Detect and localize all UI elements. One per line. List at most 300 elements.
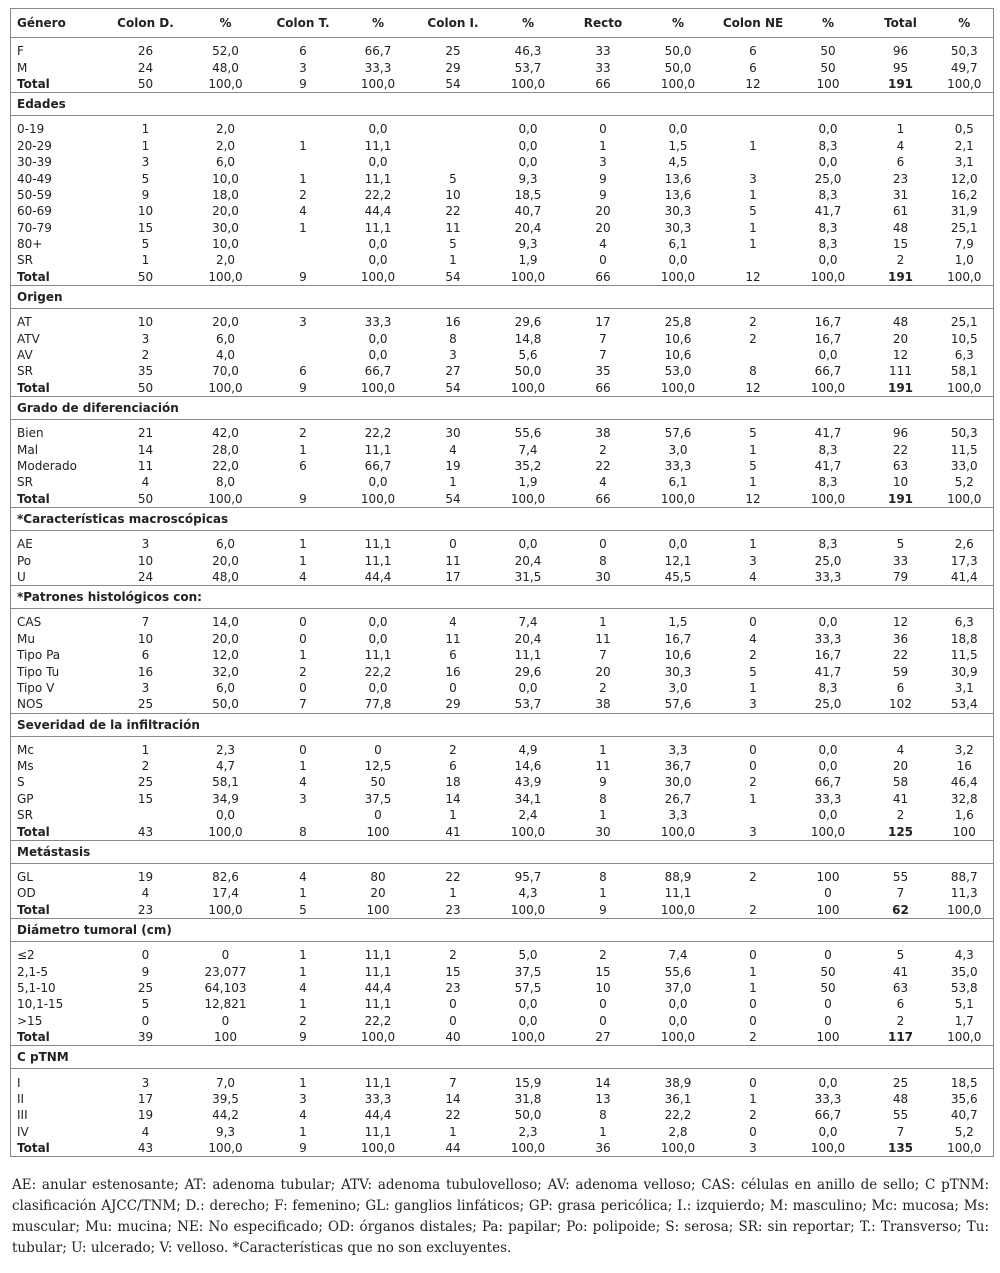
table-cell: 15: [595, 964, 611, 979]
table-cell: 0: [449, 997, 457, 1012]
table-cell: 1: [299, 442, 307, 457]
table-cell: 30: [595, 824, 611, 839]
row-label: 0-19: [17, 122, 45, 137]
table-cell: 0,0: [818, 808, 838, 823]
row-label: Total: [17, 1030, 50, 1045]
table-cell: 38: [595, 697, 611, 712]
table-cell: 33,3: [814, 569, 842, 584]
table-cell: 0,0: [518, 537, 538, 552]
table-cell: 36,7: [664, 759, 692, 774]
table-cell: 3: [141, 331, 150, 346]
table-row: [11, 1013, 994, 1029]
table-cell: 0: [299, 680, 307, 695]
table-cell: 1: [299, 1075, 307, 1090]
total-row: [11, 76, 994, 93]
table-cell: 2,3: [215, 742, 236, 757]
table-cell: 5: [141, 237, 150, 252]
table-cell: 100,0: [660, 491, 696, 506]
column-header: %: [791, 9, 866, 38]
table-cell: 0: [749, 1124, 757, 1139]
table-cell: 100,0: [510, 902, 546, 917]
table-cell: 1: [449, 886, 457, 901]
table-cell: [266, 347, 341, 363]
table-cell: 41,7: [814, 664, 842, 679]
table-cell: 6: [449, 759, 457, 774]
table-cell: 53,7: [514, 60, 542, 75]
table-cell: 10,5: [950, 331, 978, 346]
table-cell: 12: [745, 380, 761, 395]
table-cell: 3: [141, 1075, 150, 1090]
table-cell: 30,3: [664, 204, 692, 219]
table-cell: 5: [299, 902, 307, 917]
table-cell: 4: [299, 569, 307, 584]
row-label: 50-59: [17, 187, 52, 202]
table-cell: 0: [599, 537, 607, 552]
table-cell: 26: [137, 44, 154, 59]
table-cell: 0,0: [818, 1124, 838, 1139]
row-label: M: [17, 60, 28, 75]
table-cell: 0,0: [668, 537, 688, 552]
table-cell: 11,5: [950, 442, 978, 457]
table-cell: 2: [449, 742, 457, 757]
table-cell: 30: [595, 569, 611, 584]
table-cell: 100: [816, 76, 840, 91]
table-cell: 4,9: [518, 742, 538, 757]
table-cell: 8: [299, 824, 307, 839]
table-row: [11, 696, 994, 713]
table-cell: 1: [599, 615, 607, 630]
table-cell: [716, 807, 791, 823]
table-row: [11, 363, 994, 379]
table-row: [11, 252, 994, 268]
table-cell: 19: [137, 1108, 154, 1123]
table-cell: 3,0: [668, 680, 688, 695]
table-cell: 0,0: [818, 155, 838, 170]
row-label: Total: [17, 491, 50, 506]
table-cell: 7: [141, 615, 150, 630]
table-cell: 10: [137, 631, 154, 646]
table-cell: 100: [366, 824, 390, 839]
table-cell: 10,0: [212, 171, 239, 186]
table-cell: 100,0: [360, 1141, 396, 1156]
table-cell: 0: [374, 808, 382, 823]
row-label: SR: [17, 364, 33, 379]
table-cell: 4,3: [518, 886, 538, 901]
table-cell: 13,6: [664, 187, 692, 202]
table-cell: 8,3: [818, 187, 838, 202]
table-cell: 79: [892, 569, 909, 584]
table-cell: 10,6: [664, 348, 692, 363]
table-cell: 27: [445, 364, 461, 379]
table-cell: 44,4: [364, 1108, 392, 1123]
table-cell: 4: [896, 742, 905, 757]
table-cell: 8,3: [818, 680, 838, 695]
table-cell: 191: [887, 380, 914, 395]
row-label: Total: [17, 1141, 50, 1156]
table-cell: 32,0: [212, 664, 239, 679]
table-row: [11, 807, 994, 823]
table-row: [11, 1107, 994, 1123]
table-cell: 50,3: [950, 44, 978, 59]
table-cell: 48: [892, 315, 909, 330]
total-row: [11, 1029, 994, 1046]
table-cell: 0,0: [518, 138, 538, 153]
table-cell: 0,0: [668, 122, 688, 137]
table-cell: 191: [887, 491, 914, 506]
table-cell: 11,1: [364, 1124, 392, 1139]
table-cell: 5: [449, 237, 457, 252]
table-cell: 0: [749, 759, 757, 774]
table-row: [11, 663, 994, 679]
table-cell: 0: [141, 1013, 150, 1028]
table-row: [11, 1124, 994, 1140]
table-cell: 20: [595, 664, 611, 679]
table-cell: 6: [749, 44, 757, 59]
table-cell: 5: [449, 171, 457, 186]
table-cell: 50,0: [664, 44, 692, 59]
table-row: [11, 569, 994, 586]
table-cell: 1: [599, 138, 607, 153]
table-cell: 7,4: [668, 948, 688, 963]
row-label: Ms: [17, 759, 34, 774]
table-cell: 0,0: [368, 237, 388, 252]
row-label: 40-49: [17, 171, 52, 186]
table-cell: 12: [745, 269, 761, 284]
table-cell: 5: [896, 537, 905, 552]
table-cell: 4,3: [954, 948, 974, 963]
column-header: Recto: [566, 9, 641, 38]
table-cell: 100,0: [510, 269, 546, 284]
table-cell: 0: [749, 742, 757, 757]
table-cell: 3: [299, 315, 307, 330]
table-cell: 100,0: [360, 269, 396, 284]
table-header: [11, 9, 994, 38]
table-cell: 33,3: [364, 60, 392, 75]
table-cell: 14: [445, 791, 461, 806]
table-cell: 2: [299, 1013, 307, 1028]
table-cell: 3: [749, 553, 757, 568]
table-cell: 2: [896, 253, 905, 268]
table-row: [11, 963, 994, 979]
table-cell: 50,0: [212, 697, 239, 712]
table-cell: 61: [892, 204, 909, 219]
row-label: 30-39: [17, 155, 52, 170]
table-cell: 1: [299, 171, 307, 186]
table-cell: 6: [299, 459, 307, 473]
table-cell: 77,8: [364, 697, 392, 712]
row-label: I: [17, 1075, 21, 1090]
page: [10, 8, 993, 1259]
table-cell: 16,7: [814, 315, 842, 330]
table-cell: 5: [141, 997, 150, 1012]
table-cell: 33,3: [814, 791, 842, 806]
table-cell: 100,0: [660, 76, 696, 91]
section-title: Severidad de la infiltración: [11, 713, 994, 736]
table-cell: 2: [299, 426, 307, 441]
table-cell: 54: [445, 76, 461, 91]
table-cell: 15: [137, 791, 154, 806]
table-cell: 2: [749, 870, 757, 885]
table-cell: 32,8: [950, 791, 978, 806]
table-cell: 100,0: [360, 1030, 396, 1045]
table-cell: 1,7: [954, 1013, 974, 1028]
table-cell: 22: [445, 870, 461, 885]
header-row: [11, 9, 994, 38]
table-cell: 0: [221, 948, 230, 963]
table-cell: 8,3: [818, 220, 838, 235]
table-cell: 34,1: [514, 791, 542, 806]
table-cell: 41,7: [814, 204, 842, 219]
table-row: [11, 138, 994, 154]
table-cell: 0,0: [668, 253, 688, 268]
table-cell: 96: [892, 44, 909, 59]
table-cell: 1: [749, 680, 757, 695]
table-cell: 10,0: [212, 237, 239, 252]
table-cell: 57,6: [664, 426, 692, 441]
table-cell: 1,5: [668, 615, 688, 630]
table-cell: 9,3: [518, 171, 538, 186]
table-cell: [416, 154, 491, 170]
table-cell: 1: [299, 648, 307, 663]
table-cell: 12: [745, 76, 761, 91]
table-body: [11, 38, 994, 1157]
section-title: *Características macroscópicas: [11, 507, 994, 530]
table-cell: 25,8: [664, 315, 692, 330]
table-cell: 100,0: [208, 902, 243, 917]
section-title: Grado de diferenciación: [11, 397, 994, 420]
table-row: [11, 980, 994, 996]
table-cell: 46,4: [950, 775, 978, 790]
table-cell: 66: [595, 491, 611, 506]
table-cell: 2: [749, 648, 757, 663]
table-cell: 6,0: [215, 680, 236, 695]
table-cell: 35: [137, 364, 154, 379]
table-cell: 14,6: [514, 759, 542, 774]
table-cell: 100,0: [208, 269, 243, 284]
table-cell: 4: [299, 1108, 307, 1123]
table-cell: 13,6: [664, 171, 692, 186]
table-row: [11, 203, 994, 219]
table-cell: 20: [892, 331, 909, 346]
table-row: [11, 220, 994, 236]
table-cell: 50: [820, 980, 836, 995]
table-cell: 17,3: [950, 553, 978, 568]
table-cell: 11,3: [950, 886, 978, 901]
table-cell: [716, 885, 791, 901]
table-cell: 25: [137, 980, 154, 995]
table-cell: 16,7: [664, 631, 692, 646]
table-cell: 100,0: [510, 380, 546, 395]
table-cell: 66,7: [814, 1108, 842, 1123]
table-cell: 23: [445, 902, 461, 917]
table-cell: 25,0: [814, 697, 842, 712]
table-cell: 100,0: [660, 269, 696, 284]
table-cell: 29: [445, 60, 461, 75]
table-row: [11, 458, 994, 474]
table-cell: 12: [745, 491, 761, 506]
table-cell: 18,8: [950, 631, 978, 646]
table-cell: 22,0: [212, 459, 239, 473]
table-cell: 44,4: [364, 204, 392, 219]
table-cell: 100,0: [810, 1141, 846, 1156]
table-cell: [266, 236, 341, 252]
row-label: Total: [17, 76, 50, 91]
table-cell: 33,3: [664, 459, 692, 473]
table-cell: 1: [599, 886, 607, 901]
row-label: OD: [17, 886, 36, 901]
table-row: [11, 885, 994, 901]
table-cell: 2: [896, 808, 905, 823]
table-cell: 11,1: [364, 553, 392, 568]
table-cell: 11,1: [364, 997, 392, 1012]
table-cell: 55,6: [514, 426, 542, 441]
table-cell: 4,5: [668, 155, 688, 170]
table-cell: 22,2: [364, 1013, 392, 1028]
table-cell: 0,0: [818, 1075, 838, 1090]
table-cell: 59: [892, 664, 909, 679]
table-cell: 3,0: [668, 442, 688, 457]
table-cell: 38: [595, 426, 611, 441]
table-cell: 29,6: [514, 664, 542, 679]
table-cell: [266, 154, 341, 170]
table-row: [11, 758, 994, 774]
table-cell: 36,1: [664, 1091, 692, 1106]
table-cell: 1: [299, 886, 307, 901]
table-cell: 0,0: [518, 122, 538, 137]
table-cell: 100,0: [810, 824, 846, 839]
table-cell: 2,0: [215, 138, 236, 153]
table-cell: 0: [749, 948, 757, 963]
table-cell: 55: [892, 1108, 909, 1123]
table-cell: 100,0: [947, 1141, 982, 1156]
table-cell: 0,5: [954, 122, 974, 137]
table-cell: 3: [141, 537, 150, 552]
table-cell: 4: [299, 775, 307, 790]
table-cell: 53,8: [950, 980, 978, 995]
table-cell: 48,0: [212, 569, 239, 584]
table-cell: 37,0: [664, 980, 692, 995]
row-label: 80+: [17, 237, 43, 252]
table-cell: 100,0: [360, 491, 396, 506]
table-cell: 20,0: [212, 631, 239, 646]
table-cell: 33: [595, 60, 611, 75]
table-cell: 16,7: [814, 331, 842, 346]
table-cell: 4,7: [215, 759, 236, 774]
table-cell: 3: [749, 1141, 757, 1156]
table-cell: 24: [137, 60, 154, 75]
table-cell: 100: [952, 824, 976, 839]
row-label: NOS: [17, 697, 44, 712]
table-cell: 43: [137, 824, 154, 839]
table-cell: 7: [599, 331, 607, 346]
table-cell: 100: [214, 1030, 237, 1045]
section-title: *Patrones histológicos con:: [11, 586, 994, 609]
table-cell: [266, 474, 341, 490]
table-cell: 7: [896, 1124, 905, 1139]
table-cell: 6: [896, 997, 905, 1012]
table-row: [11, 236, 994, 252]
table-cell: 15: [892, 237, 909, 252]
table-cell: 10,6: [664, 648, 692, 663]
table-cell: 1: [299, 997, 307, 1012]
table-cell: 0,0: [368, 475, 388, 490]
table-row: [11, 530, 994, 552]
table-cell: 50: [370, 775, 386, 790]
table-cell: 100,0: [510, 491, 546, 506]
table-cell: 25: [445, 44, 461, 59]
table-cell: 50: [820, 60, 836, 75]
table-cell: 3: [141, 680, 150, 695]
table-cell: 14: [137, 442, 154, 457]
table-cell: 0: [749, 615, 757, 630]
table-cell: 9: [299, 269, 307, 284]
table-cell: 1: [141, 138, 150, 153]
table-cell: [716, 116, 791, 138]
section-header: [11, 919, 994, 942]
table-cell: 100,0: [660, 1030, 696, 1045]
table-cell: 8: [599, 870, 607, 885]
row-label: 10,1-15: [17, 997, 64, 1012]
table-cell: 30,0: [664, 775, 692, 790]
table-cell: 23: [137, 902, 154, 917]
table-cell: 58: [892, 775, 909, 790]
row-label: AT: [17, 315, 32, 330]
row-label: Total: [17, 824, 50, 839]
table-cell: 2,0: [215, 122, 236, 137]
table-cell: 33: [892, 553, 909, 568]
table-cell: 33,3: [814, 631, 842, 646]
row-label: ≤2: [17, 948, 35, 963]
table-cell: 12,5: [364, 759, 392, 774]
table-cell: 100,0: [810, 491, 846, 506]
table-cell: 4: [141, 1124, 150, 1139]
table-cell: 2: [141, 348, 150, 363]
table-cell: 5: [896, 948, 905, 963]
table-cell: 111: [889, 364, 912, 379]
table-cell: 8: [749, 364, 757, 379]
table-cell: 2: [749, 775, 757, 790]
table-cell: 52,0: [212, 44, 239, 59]
table-cell: 100,0: [947, 76, 982, 91]
table-cell: 44: [445, 1141, 461, 1156]
table-cell: 4: [449, 615, 457, 630]
table-cell: 102: [889, 697, 912, 712]
table-cell: 25: [892, 1075, 909, 1090]
column-header: Total: [866, 9, 936, 38]
table-cell: 1,9: [518, 253, 538, 268]
table-cell: 54: [445, 380, 461, 395]
table-cell: 95: [892, 60, 909, 75]
table-cell: 20,4: [514, 553, 542, 568]
table-cell: 63: [892, 980, 909, 995]
table-cell: 100,0: [510, 1030, 546, 1045]
table-cell: 13: [595, 1091, 611, 1106]
table-cell: 1: [749, 138, 757, 153]
table-cell: 4: [141, 886, 150, 901]
table-cell: 10: [137, 553, 154, 568]
column-header: Colon NE: [716, 9, 791, 38]
table-cell: 6: [896, 155, 905, 170]
table-cell: 30,9: [950, 664, 978, 679]
table-cell: 50,0: [664, 60, 692, 75]
table-cell: 33: [595, 44, 611, 59]
table-cell: 2: [749, 331, 757, 346]
table-cell: 31,8: [514, 1091, 542, 1106]
table-cell: 3,3: [668, 742, 688, 757]
table-cell: 0: [599, 997, 607, 1012]
table-row: [11, 736, 994, 758]
table-cell: 1: [299, 138, 307, 153]
